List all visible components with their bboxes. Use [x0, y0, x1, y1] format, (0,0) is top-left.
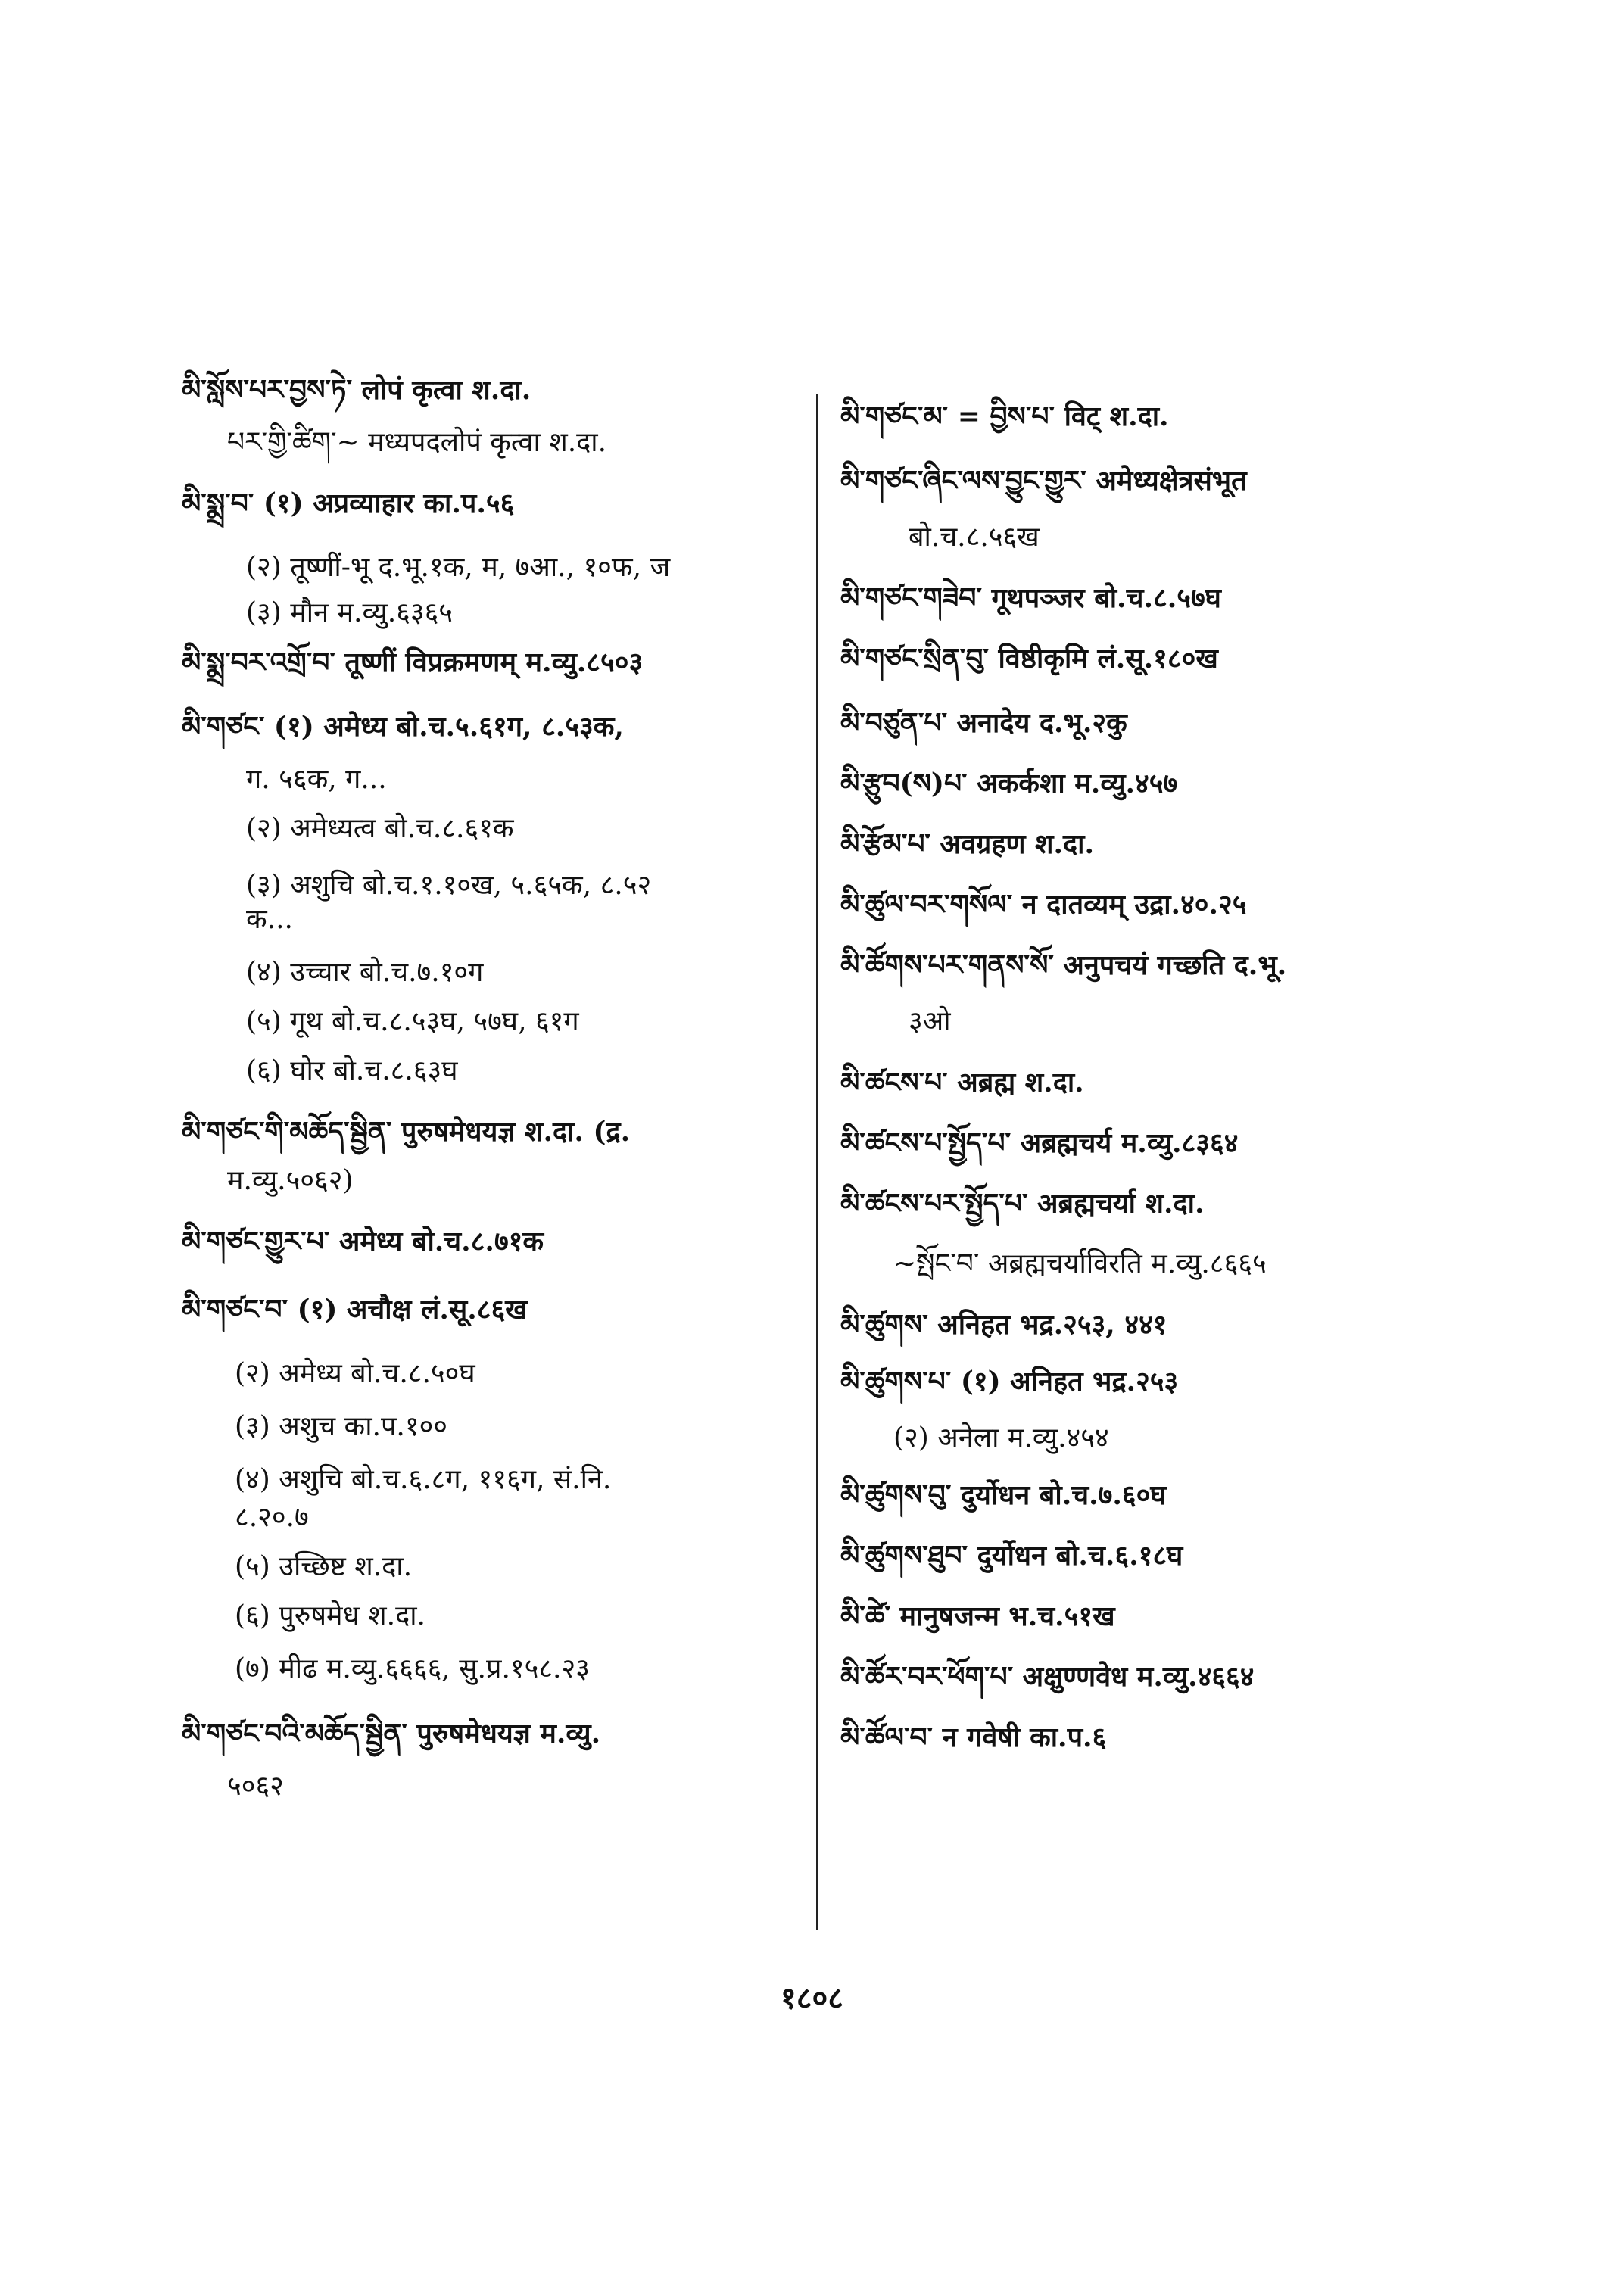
- entry-line: (३) अशुच का.प.१००: [235, 1411, 448, 1442]
- entry-line: མི་ཚུལ་བར་གསོལ་ न दातव्यम् उद्रा.४०.२५: [840, 889, 1247, 921]
- entry-line: མི་ཚངས་པར་སྤྱོད་པ་ अब्रह्मचर्या श.दा.: [840, 1188, 1205, 1220]
- entry-line: बो.च.८.५६ख: [909, 522, 1040, 553]
- entry-line: མི་གཙང་སྲིན་བུ་ विष्ठीकृमि लं.सू.१८०ख: [840, 643, 1218, 675]
- entry-line: (४) उच्चार बो.च.७.१०ग: [246, 957, 484, 988]
- entry-line: མི་སྨྲ་བར་འགྲོ་བ་ तूष्णीं विप्रक्रमणम् म.व्यु.८५०३: [182, 646, 644, 678]
- entry-line: མི་བཙུན་པ་ अनादेय द.भू.२कु: [840, 707, 1127, 739]
- entry-line: ८.२०.७: [235, 1502, 309, 1533]
- entry-line: མི་གཙང་བ་ (१) अचौक्ष लं.सू.८६ख: [182, 1294, 528, 1326]
- entry-line: མི་གཙང་གྱུར་པ་ अमेध्य बो.च.८.७१क: [182, 1226, 544, 1257]
- entry-line: (३) अशुचि बो.च.१.१०ख, ५.६५क, ८.५२: [246, 870, 652, 901]
- entry-line: ५०६२: [227, 1771, 284, 1802]
- entry-line: (२) अमेध्य बो.च.८.५०घ: [235, 1358, 475, 1389]
- entry-line: ३ओ: [909, 1006, 951, 1037]
- entry-line: མི་ཚུགས་བུ་ दुर्योधन बो.च.७.६०घ: [840, 1479, 1167, 1511]
- entry-line: མི་གཙང་གཟེབ་ गूथपञ्जर बो.च.८.५७घ: [840, 582, 1221, 614]
- entry-line: མི་ཚོལ་བ་ न गवेषी का.प.६: [840, 1721, 1107, 1753]
- entry-line: (५) गूथ बो.च.८.५३घ, ५७घ, ६१ग: [246, 1006, 579, 1037]
- entry-line: པར་གྱི་ཚིག་~ मध्यपदलोपं कृत्वा श.दा.: [227, 427, 607, 458]
- entry-line: མི་སློས་པར་བྱས་ཏེ་ लोपं कृत्वा श.दा.: [182, 374, 531, 406]
- entry-line: མི་ཚངས་པ་ अब्रह्म श.दा.: [840, 1067, 1084, 1098]
- entry-line: མི་ཚོགས་པར་གནས་སོ་ अनुपचयं गच्छति द.भू.: [840, 949, 1287, 981]
- entry-line: (७) मीढ म.व्यु.६६६६, सु.प्र.१५८.२३: [235, 1653, 590, 1684]
- entry-line: म.व्यु.५०६२): [227, 1165, 354, 1196]
- entry-line: (३) मौन म.व्यु.६३६५: [246, 597, 454, 628]
- entry-line: (२) तूष्णीं-भू द.भू.१क, म, ७आ., १०फ, ज: [246, 552, 671, 583]
- entry-line: (२) अमेध्यत्व बो.च.८.६१क: [246, 813, 514, 844]
- entry-line: མི་རྩུབ(ས)པ་ अकर्कशा म.व्यु.४५७: [840, 768, 1178, 799]
- entry-line: (६) पुरुषमेध श.दा.: [235, 1600, 425, 1631]
- entry-line: མི་གཙང་གི་མཆོད་སྦྱིན་ पुरुषमेधयज्ञ श.दा. (द्र.: [182, 1116, 631, 1148]
- entry-line: མི་ཚོར་བར་ཕོག་པ་ अक्षुण्णवेध म.व्यु.४६६४: [840, 1661, 1255, 1693]
- entry-line: क...: [246, 904, 293, 935]
- entry-line: མི་གཙང་ (१) अमेध्य बो.च.५.६१ग, ८.५३क,: [182, 711, 624, 743]
- column-divider: [816, 394, 818, 1930]
- entry-line: མི་སྨྲ་བ་ (१) अप्रव्याहार का.प.५६: [182, 488, 515, 519]
- entry-line: ग. ५६क, ग...: [246, 764, 387, 795]
- entry-line: མི་ཚངས་པ་སྤྱོད་པ་ अब्रह्मचर्य म.व्यु.८३६४: [840, 1127, 1239, 1159]
- entry-line: མི་གཙང་བའི་མཆོད་སྦྱིན་ पुरुषमेधयज्ञ म.व्यु.: [182, 1718, 601, 1749]
- entry-line: (५) उच्छिष्ट श.दा.: [235, 1551, 413, 1582]
- entry-line: མི་ཚེ་ मानुषजन्म भ.च.५१ख: [840, 1600, 1115, 1632]
- entry-line: (६) घोर बो.च.८.६३घ: [246, 1055, 458, 1086]
- entry-line: (४) अशुचि बो.च.६.८ग, ११६ग, सं.नि.: [235, 1464, 612, 1495]
- page-number: १८०८: [780, 1980, 844, 2016]
- entry-line: མི་ཚུགས་ཐུབ་ दुर्योधन बो.च.६.१८घ: [840, 1540, 1183, 1572]
- entry-line: མི་གཙང་མ་ = བྱིས་པ་ विट् श.दा.: [840, 400, 1169, 432]
- entry-line: མི་ཚུགས་ अनिहत भद्र.२५३, ४४१: [840, 1309, 1167, 1341]
- entry-line: མི་གཙང་ཞིང་ལས་བྱུང་གྱུར་ अमेध्यक्षेत्रसंभूत: [840, 465, 1247, 497]
- entry-line: ~སྤོང་བ་ अब्रह्मचर्याविरति म.व्यु.८६६५: [893, 1248, 1267, 1279]
- entry-line: མི་རྩོམ་པ་ अवग्रहण श.दा.: [840, 828, 1095, 860]
- entry-line: (२) अनेला म.व्यु.४५४: [893, 1422, 1109, 1453]
- entry-line: མི་ཚུགས་པ་ (१) अनिहत भद्र.२५३: [840, 1366, 1179, 1397]
